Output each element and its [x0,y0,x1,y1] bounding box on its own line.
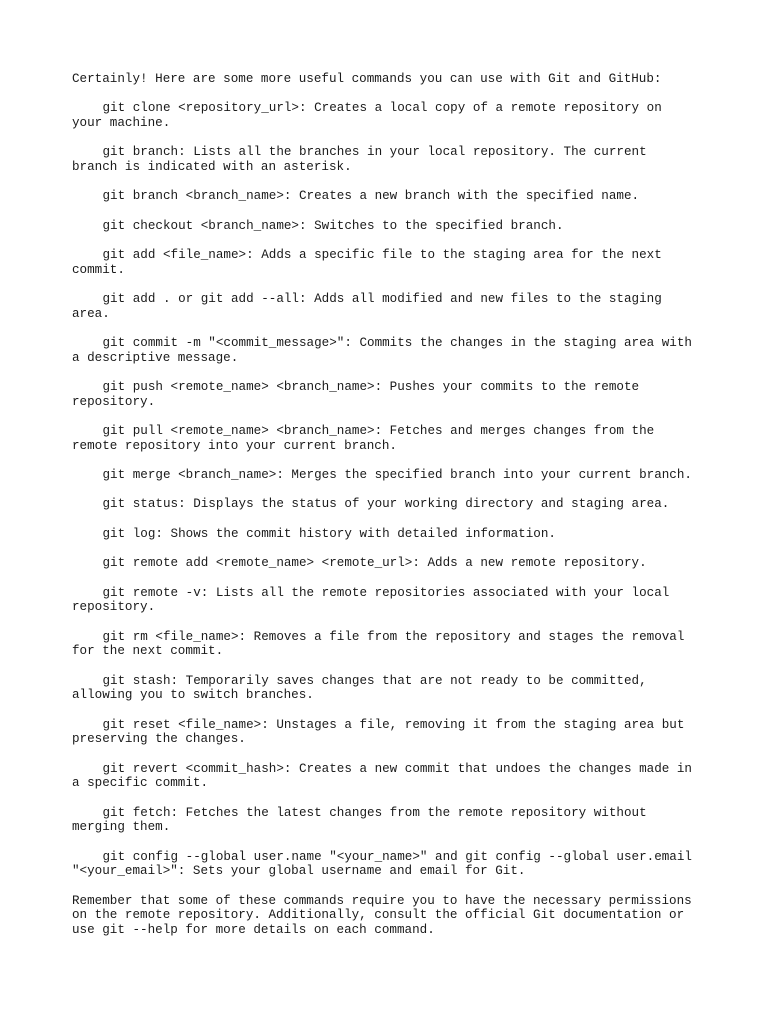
command-item-git-status: git status: Displays the status of your working directory and staging area. [102,497,670,512]
command-item-git-remote-add: git remote add <remote_name> <remote_url>: Adds a new remote repository. [102,556,647,571]
command-item-git-branch-create: git branch <branch_name>: Creates a new branch with the specified name. [102,189,640,204]
command-item-git-clone: git clone <repository_url>: Creates a local copy of a remote repository on your machine. [72,101,670,130]
command-item-git-log: git log: Shows the commit history with detailed information. [102,526,556,541]
outro-paragraph: Remember that some of these commands require you to have the necessary permissions on the remote repository. Additionally, consult the official Git documentation or use git --help for more details on each command. [72,893,700,937]
command-item-git-pull: git pull <remote_name> <branch_name>: Fetches and merges changes from the remote repository into your current branch. [72,424,662,453]
command-item-git-commit: git commit -m "<commit_message>": Commits the changes in the staging area with a descriptive message. [72,336,700,365]
command-item-git-branch-list: git branch: Lists all the branches in your local repository. The current branch is indicated with an asterisk. [72,145,655,174]
document-page [72,72,700,952]
command-item-git-push: git push <remote_name> <branch_name>: Pushes your commits to the remote repository. [72,380,647,409]
command-item-git-reset: git reset <file_name>: Unstages a file, removing it from the staging area but preserving the changes. [72,717,692,747]
command-item-git-config: git config --global user.name "<your_name>" and git config --global user.email "<your_email>": Sets your global username and email for Git. [72,849,700,879]
command-item-git-add-all: git add . or git add --all: Adds all modified and new files to the staging area. [72,292,670,321]
command-item-git-rm: git rm <file_name>: Removes a file from the repository and stages the removal for the next commit. [72,629,692,659]
command-item-git-remote-v: git remote -v: Lists all the remote repositories associated with your local repository. [72,585,677,615]
command-item-git-fetch: git fetch: Fetches the latest changes from the remote repository without merging them. [72,805,655,835]
command-item-git-checkout: git checkout <branch_name>: Switches to the specified branch. [102,218,564,233]
command-item-git-merge: git merge <branch_name>: Merges the specified branch into your current branch. [102,468,692,483]
command-item-git-revert: git revert <commit_hash>: Creates a new commit that undoes the changes made in a specific commit. [72,761,700,791]
command-item-git-stash: git stash: Temporarily saves changes that are not ready to be committed, allowing you to switch branches. [72,673,655,703]
command-item-git-add-file: git add <file_name>: Adds a specific file to the staging area for the next commit. [72,248,670,277]
intro-paragraph: Certainly! Here are some more useful commands you can use with Git and GitHub: [72,72,662,86]
